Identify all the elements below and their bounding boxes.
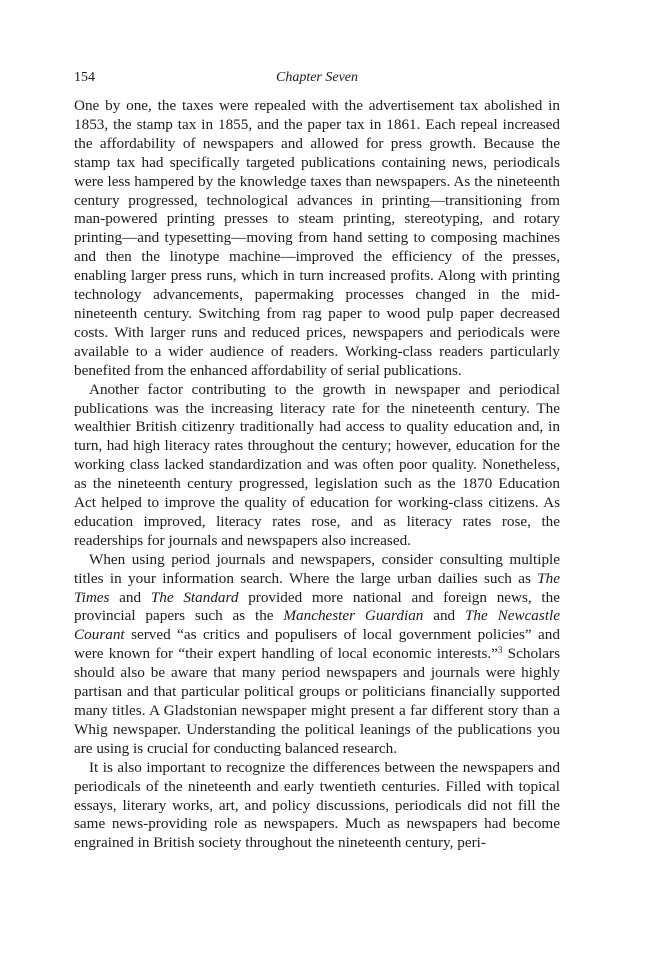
text-run: One by one, the taxes were repealed with the advertisement tax abolished in 1853, the stamp tax in 1855, and the paper tax in 1861. Each repeal increased the affordability of newspapers and allowed for press growth. Because the stamp tax had specifically targeted publications containing news, periodicals were less hampered by the knowledge taxes than newspapers. As the nineteenth century progressed, technological advances in printing—transitioning from man-powered printing presses to steam printing, stereotyping, and rotary printing—and typesetting—moving from hand setting to composing machines and then the linotype machine—improved the efficiency of the presses, enabling larger press runs, which in turn increased profits. Along with printing technology advancements, papermaking processes changed in the mid-nineteenth century. Switching from rag paper to wood pulp paper decreased costs. With larger runs and reduced prices, newspapers and periodicals were available to a wider audience of readers. Working-class readers particularly benefited from the enhanced affordability of serial publications. [74, 97, 560, 379]
text-run: and [423, 607, 465, 625]
running-head [74, 70, 560, 90]
paragraph-4 [74, 759, 560, 854]
chapter-title: Chapter Seven [275, 70, 359, 85]
paragraph-3 [74, 551, 560, 759]
footnote-marker: 3 [497, 645, 503, 656]
text-run: provided more national and foreign news, the provincial papers such as the [74, 588, 560, 625]
italic-title: The Standard [150, 588, 239, 606]
body-text [74, 97, 560, 853]
text-run: served “as critics and populisers of local government policies” and were known for “their expert handling of local economic interests.” [74, 626, 560, 663]
text-run: and [109, 588, 151, 606]
text-run: Scholars should also be aware that many period newspapers and journals were highly partisan and that particular political groups or politicians financially supported many titles. A Gladstonian newspaper might present a far different story than a Whig newspaper. Understanding the political leanings of the publications you are using is crucial for conducting balanced research. [74, 645, 560, 757]
text-run: It is also important to recognize the differences between the newspapers and periodicals of the nineteenth and early twentieth centuries. Filled with topical essays, literary works, art, and policy discussions, periodicals did not fill the same news-providing role as newspapers. Much as newspapers had become engrained in British society throughout the nineteenth century, peri- [74, 758, 560, 852]
italic-title: The Newcastle Courant [74, 607, 560, 644]
paragraph-2 [74, 381, 560, 551]
italic-title: Manchester Guardian [283, 607, 424, 625]
page-number: 154 [74, 70, 95, 85]
italic-title: The Times [74, 569, 560, 606]
paragraph-1 [74, 97, 560, 381]
book-page [74, 70, 560, 853]
text-run: When using period journals and newspapers, consider consulting multiple titles in your information search. Where the large urban dailies such as [74, 550, 560, 587]
text-run: Another factor contributing to the growth in newspaper and periodical publications was the increasing literacy rate for the nineteenth century. The wealthier British citizenry traditionally had access to quality education and, in turn, had high literacy rates throughout the century; however, education for the working class lacked standardization and was often poor quality. Nonetheless, as the nineteenth century progressed, legislation such as the 1870 Education Act helped to improve the quality of education for working-class citizens. As education improved, literacy rates rose, and as literacy rates rose, the readerships for journals and newspapers also increased. [74, 380, 560, 549]
